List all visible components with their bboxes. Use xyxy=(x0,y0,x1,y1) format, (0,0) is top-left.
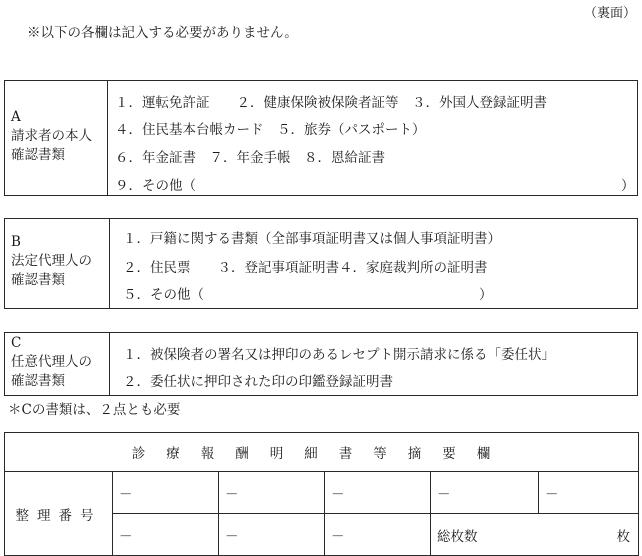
number-cell[interactable]: － xyxy=(431,472,539,514)
section-b-line-1: １．戸籍に関する書類（全部事項証明書又は個人事項証明書） xyxy=(123,231,501,247)
number-cell[interactable]: － xyxy=(325,514,431,556)
section-a-other-close: ） xyxy=(621,178,635,194)
summary-table xyxy=(4,432,639,556)
number-cell[interactable]: － xyxy=(113,472,219,514)
number-cell[interactable]: － xyxy=(219,514,325,556)
row-label: 整理番号 xyxy=(5,472,113,556)
section-a-line-3: ６．年金証書 ７．年金手帳 ８．恩給証書 xyxy=(115,150,385,166)
section-b-line-3: ５．その他（ xyxy=(123,287,204,303)
section-a-title-1: 請求者の本人 xyxy=(11,128,92,144)
total-count-label: 総枚数 xyxy=(437,528,478,545)
section-b-title-1: 法定代理人の xyxy=(11,253,92,269)
section-b-label xyxy=(11,233,92,290)
section-c-line-2: ２．委任状に押印された印の印鑑登録証明書 xyxy=(123,374,393,390)
total-count-cell[interactable] xyxy=(431,514,639,556)
section-a-title-2: 確認書類 xyxy=(11,147,65,163)
section-a-letter: A xyxy=(11,109,21,125)
section-b-line-2: ２．住民票 ３．登記事項証明書４．家庭裁判所の証明書 xyxy=(123,260,488,276)
section-c-title-1: 任意代理人の xyxy=(11,354,92,370)
number-cell[interactable]: － xyxy=(325,472,431,514)
number-cell[interactable]: － xyxy=(539,472,639,514)
section-c-letter: C xyxy=(11,335,22,351)
section-c-title-2: 確認書類 xyxy=(11,373,65,389)
page-side-label: （裏面） xyxy=(583,6,636,21)
section-b-letter: B xyxy=(11,234,21,250)
number-cell[interactable]: － xyxy=(219,472,325,514)
section-a-box xyxy=(4,80,638,196)
section-b-other-close: ） xyxy=(479,287,493,303)
section-b-title-2: 確認書類 xyxy=(11,272,65,288)
instruction-note: ※以下の各欄は記入する必要がありません。 xyxy=(27,25,298,41)
section-c-box xyxy=(4,332,638,396)
section-a-line-1: １．運転免許証 ２．健康保険被保険者証等 ３．外国人登録証明書 xyxy=(115,95,547,111)
number-cell[interactable]: － xyxy=(113,514,219,556)
total-count-unit: 枚 xyxy=(616,528,631,545)
footnote: ＊Cの書類は、２点とも必要 xyxy=(8,402,181,418)
section-b-box xyxy=(4,218,638,309)
section-a-label xyxy=(11,108,92,165)
summary-header: 診療報酬明細書等摘要欄 xyxy=(5,433,639,472)
section-c-label xyxy=(11,334,92,391)
section-c-line-1: １．被保険者の署名又は押印のあるレセプト開示請求に係る「委任状」 xyxy=(123,347,555,363)
section-a-line-4: ９．その他（ xyxy=(115,178,196,194)
section-a-line-2: ４．住民基本台帳カード ５．旅券（パスポート） xyxy=(115,122,426,138)
